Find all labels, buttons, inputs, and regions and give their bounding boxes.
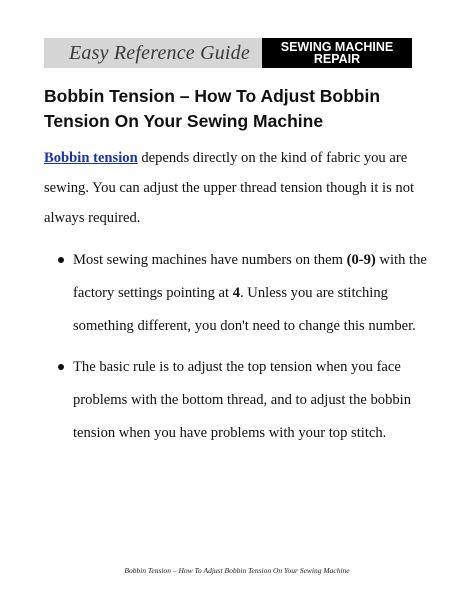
bullet-list — [44, 244, 434, 450]
guide-title: Easy Reference Guide — [69, 41, 250, 64]
header-bar — [44, 38, 412, 68]
bullet-dot-icon — [58, 257, 64, 263]
bullet-text: The basic rule is to adjust the top tension when you face problems with the bottom thread, and to adjust the bobbin tension when you have problems with your top stitch. — [73, 359, 412, 441]
page-title: Bobbin Tension – How To Adjust Bobbin Tension On Your Sewing Machine — [44, 86, 381, 131]
list-item — [44, 244, 434, 343]
category-badge-line2: REPAIR — [313, 52, 361, 66]
bullet-text: . Unless you are stitching something different, you don't need to change this number. — [73, 285, 416, 334]
bullet-text: with the factory settings pointing at — [73, 252, 427, 301]
category-badge-line1: SEWING MACHINE — [280, 40, 394, 54]
list-item — [44, 351, 434, 450]
category-badge — [262, 38, 412, 68]
bullet-bold-value: 4 — [232, 285, 240, 301]
bullet-dot-icon — [58, 364, 64, 370]
intro-text: depends directly on the kind of fabric you are sewing. You can adjust the upper thread tension though it is not always required. — [44, 150, 415, 226]
intro-paragraph — [44, 143, 434, 233]
bobbin-tension-link[interactable]: Bobbin tension — [44, 150, 138, 166]
guide-title-box — [44, 38, 262, 68]
page-footer: Bobbin Tension – How To Adjust Bobbin Tension On Your Sewing Machine — [124, 566, 350, 575]
bullet-bold-range: (0-9) — [346, 252, 376, 268]
bullet-text: Most sewing machines have numbers on them — [73, 252, 347, 268]
